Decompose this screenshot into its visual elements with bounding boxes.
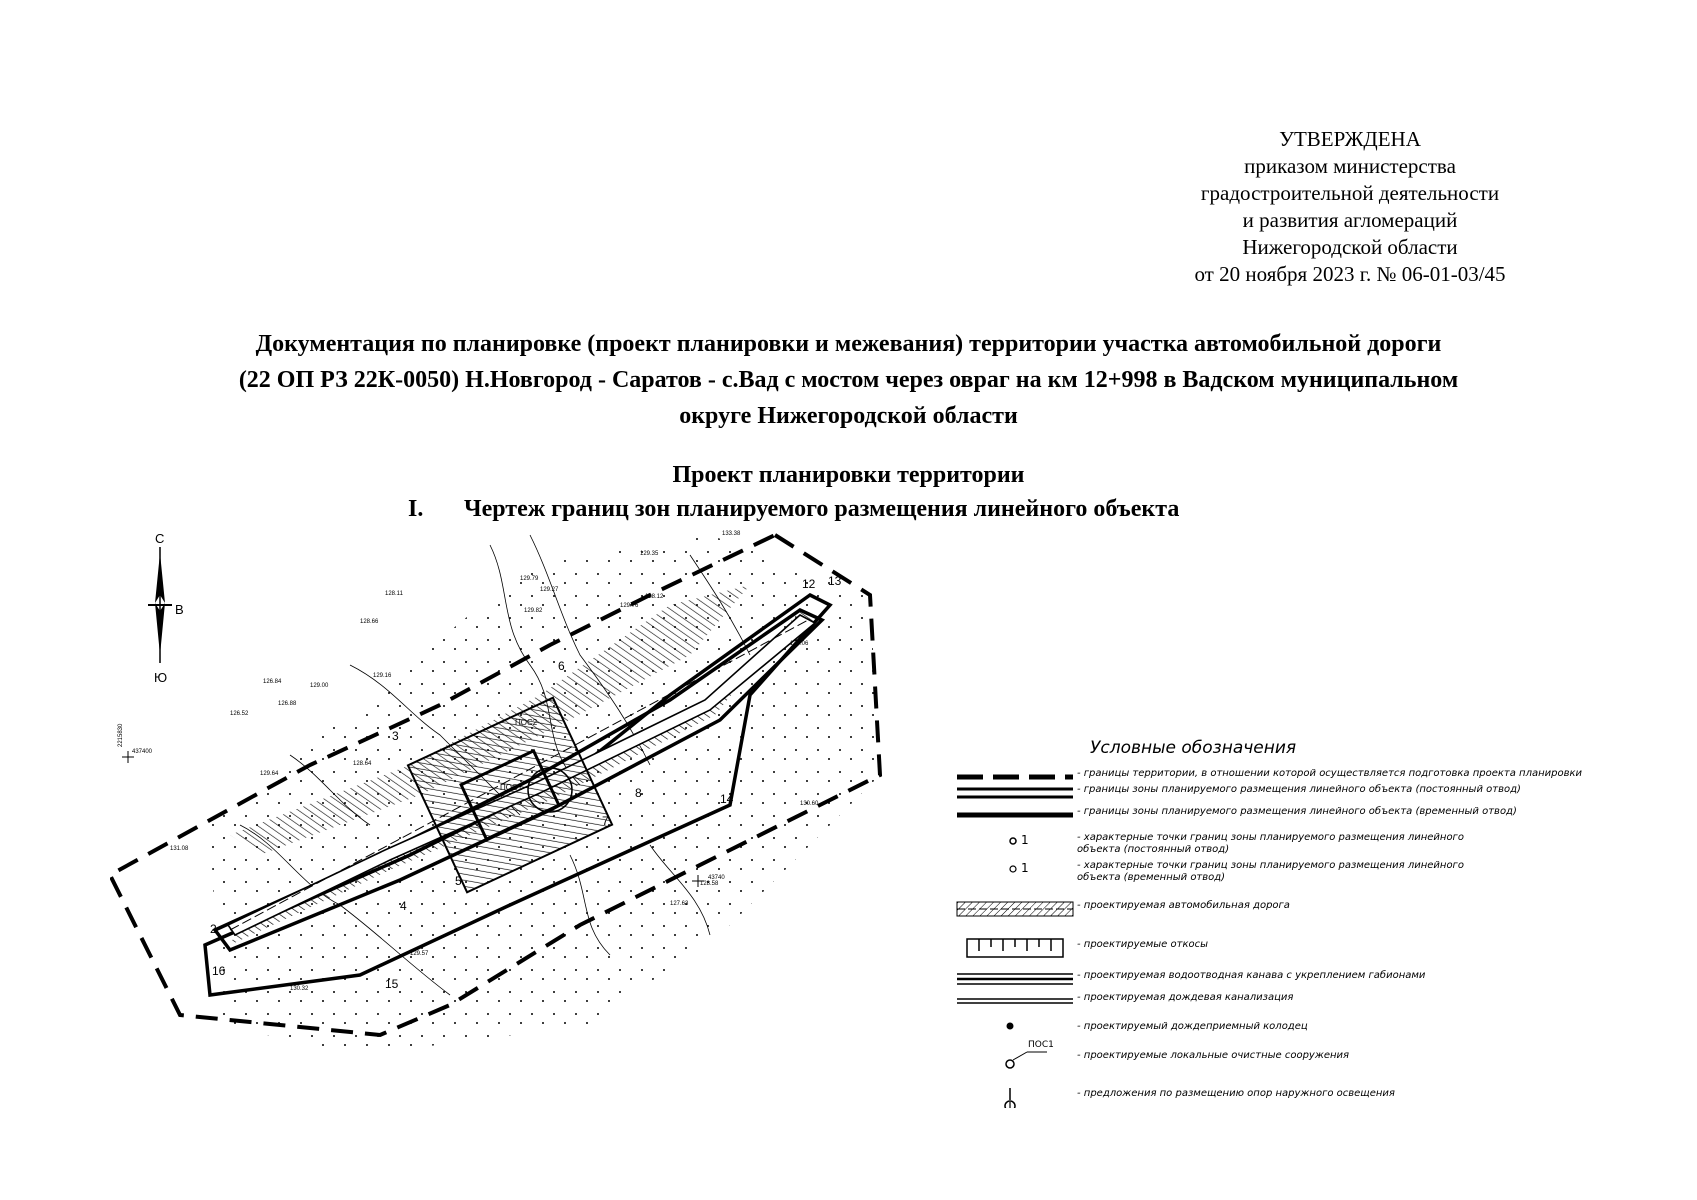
elevation: 129.27 [540, 587, 559, 593]
elevation: 131.08 [170, 846, 189, 852]
legend-point-number: 1 [1021, 861, 1029, 875]
legend-treatment-icon [955, 1048, 1075, 1070]
title-line: Документация по планировке (проект планировки и межевания) территории участка автомобильной дороги [255, 331, 1442, 357]
legend-item [955, 1019, 1655, 1041]
legend-double-line-icon [955, 782, 1075, 804]
elevation: 133.38 [722, 531, 741, 537]
legend-item [955, 937, 1655, 959]
legend-text: - границы зоны планируемого размещения линейного объекта (временный отвод) [1077, 806, 1517, 817]
section-heading [408, 492, 1179, 526]
subtitle: Проект планировки территории [672, 462, 1025, 488]
legend-item [955, 858, 1655, 888]
elevation: 129.79 [520, 576, 539, 582]
elevation: 128.64 [353, 761, 372, 767]
elevation: 126.84 [263, 679, 282, 685]
approval-line: и развития агломераций [1242, 208, 1458, 232]
legend-slope-icon [955, 937, 1075, 959]
elevation: 130.60 [800, 801, 819, 807]
legend-well-icon [955, 1019, 1075, 1041]
legend-text: - проектируемые локальные очистные сооружения [1077, 1050, 1350, 1061]
elevation: 128.11 [385, 591, 403, 597]
point-label: 16 [212, 964, 226, 978]
compass-north: С [155, 531, 165, 546]
legend-item [955, 1086, 1655, 1118]
legend-text: - проектируемые откосы [1077, 939, 1208, 950]
point-label: 14 [720, 792, 734, 806]
legend-point-icon [955, 830, 1075, 852]
legend-point-icon [955, 858, 1075, 880]
legend-point-number: 1 [1021, 833, 1029, 847]
point-label: 7 [602, 814, 609, 828]
grid-coord-vertical: 2215830 [118, 723, 124, 747]
elevation: 128.12 [645, 594, 664, 600]
legend-text: - проектируемая дождевая канализация [1077, 992, 1294, 1003]
planning-drawing [110, 525, 960, 1125]
point-label: 13 [828, 574, 842, 588]
elevation: 127.63 [670, 901, 689, 907]
elevation: 129.64 [260, 771, 279, 777]
title-line: округе Нижегородской области [679, 403, 1018, 429]
legend-item [955, 1040, 1655, 1070]
section-number: I. [408, 496, 424, 522]
legend-text: - предложения по размещению опор наружного освещения [1077, 1088, 1395, 1099]
elevation: 129.76 [620, 603, 639, 609]
elevation: 129.35 [640, 551, 659, 557]
legend-title: Условные обозначения [1090, 738, 1297, 758]
approval-line: Нижегородской области [1242, 235, 1458, 259]
grid-coord: 43740 [708, 875, 725, 881]
north-arrow-icon [148, 547, 172, 663]
legend-text: - границы зоны планируемого размещения линейного объекта (постоянный отвод) [1077, 784, 1521, 795]
section-title: Чертеж границ зон планируемого размещения линейного объекта [464, 496, 1180, 522]
elevation: 129.00 [310, 683, 329, 689]
elevation: 128.58 [700, 881, 719, 887]
legend-road-icon [955, 898, 1075, 920]
compass-south: Ю [154, 670, 168, 685]
approval-line: приказом министерства [1244, 154, 1456, 178]
structure-label: ПОС2 [515, 718, 538, 727]
legend-text: - границы территории, в отношении которой осуществляется подготовка проекта планировки [1077, 768, 1583, 779]
legend-light-pole-icon [955, 1086, 1075, 1108]
grid-coord: 437400 [132, 749, 153, 755]
legend-item [955, 830, 1655, 860]
legend-text: - характерные точки границ зоны планируемого размещения линейного объекта (постоянный отвод) [1077, 832, 1464, 855]
approval-block [1150, 126, 1550, 288]
approval-line: от 20 ноября 2023 г. № 06-01-03/45 [1194, 262, 1506, 286]
title-line: (22 ОП РЗ 22К-0050) Н.Новгород - Саратов - с.Вад с мостом через овраг на км 12+998 в Вадском муниципальном [238, 367, 1459, 393]
approval-line: градостроительной деятельности [1200, 181, 1500, 205]
elevation: 129.82 [524, 608, 543, 614]
legend-ditch-icon [955, 968, 1075, 990]
point-label: 5 [455, 874, 462, 888]
legend-item [955, 804, 1655, 826]
elevation: 128.66 [360, 619, 379, 625]
legend-item [955, 968, 1655, 990]
legend-item [955, 990, 1655, 1012]
point-label: 8 [635, 786, 642, 800]
elevation: 126.88 [278, 701, 297, 707]
point-label: 6 [558, 659, 565, 673]
legend-item [955, 782, 1655, 804]
legend-text: - проектируемая водоотводная канава с укреплением габионами [1077, 970, 1426, 981]
legend-text: - проектируемая автомобильная дорога [1077, 900, 1290, 911]
structure-label: ПОС1 [500, 783, 523, 792]
point-label: 2 [210, 922, 217, 936]
legend-item [955, 898, 1655, 920]
legend-sewer-icon [955, 990, 1075, 1012]
point-label: 3 [392, 729, 399, 743]
point-label: 15 [385, 977, 399, 991]
legend-text: - проектируемый дождеприемный колодец [1077, 1021, 1308, 1032]
elevation: 129.06 [790, 641, 809, 647]
legend-text: - характерные точки границ зоны планируемого размещения линейного объекта (временный отвод) [1077, 860, 1464, 883]
document-title [100, 326, 1597, 434]
point-label: 4 [400, 899, 407, 913]
elevation: 126.52 [230, 711, 249, 717]
legend-thick-line-icon [955, 804, 1075, 826]
legend-pos-label: ПОС1 [1028, 1040, 1054, 1050]
compass-east: В [175, 602, 184, 617]
elevation: 129.16 [373, 673, 392, 679]
approval-line: УТВЕРЖДЕНА [1279, 127, 1421, 151]
elevation: 129.57 [410, 951, 429, 957]
elevation: 130.32 [290, 986, 309, 992]
point-label: 12 [802, 577, 816, 591]
